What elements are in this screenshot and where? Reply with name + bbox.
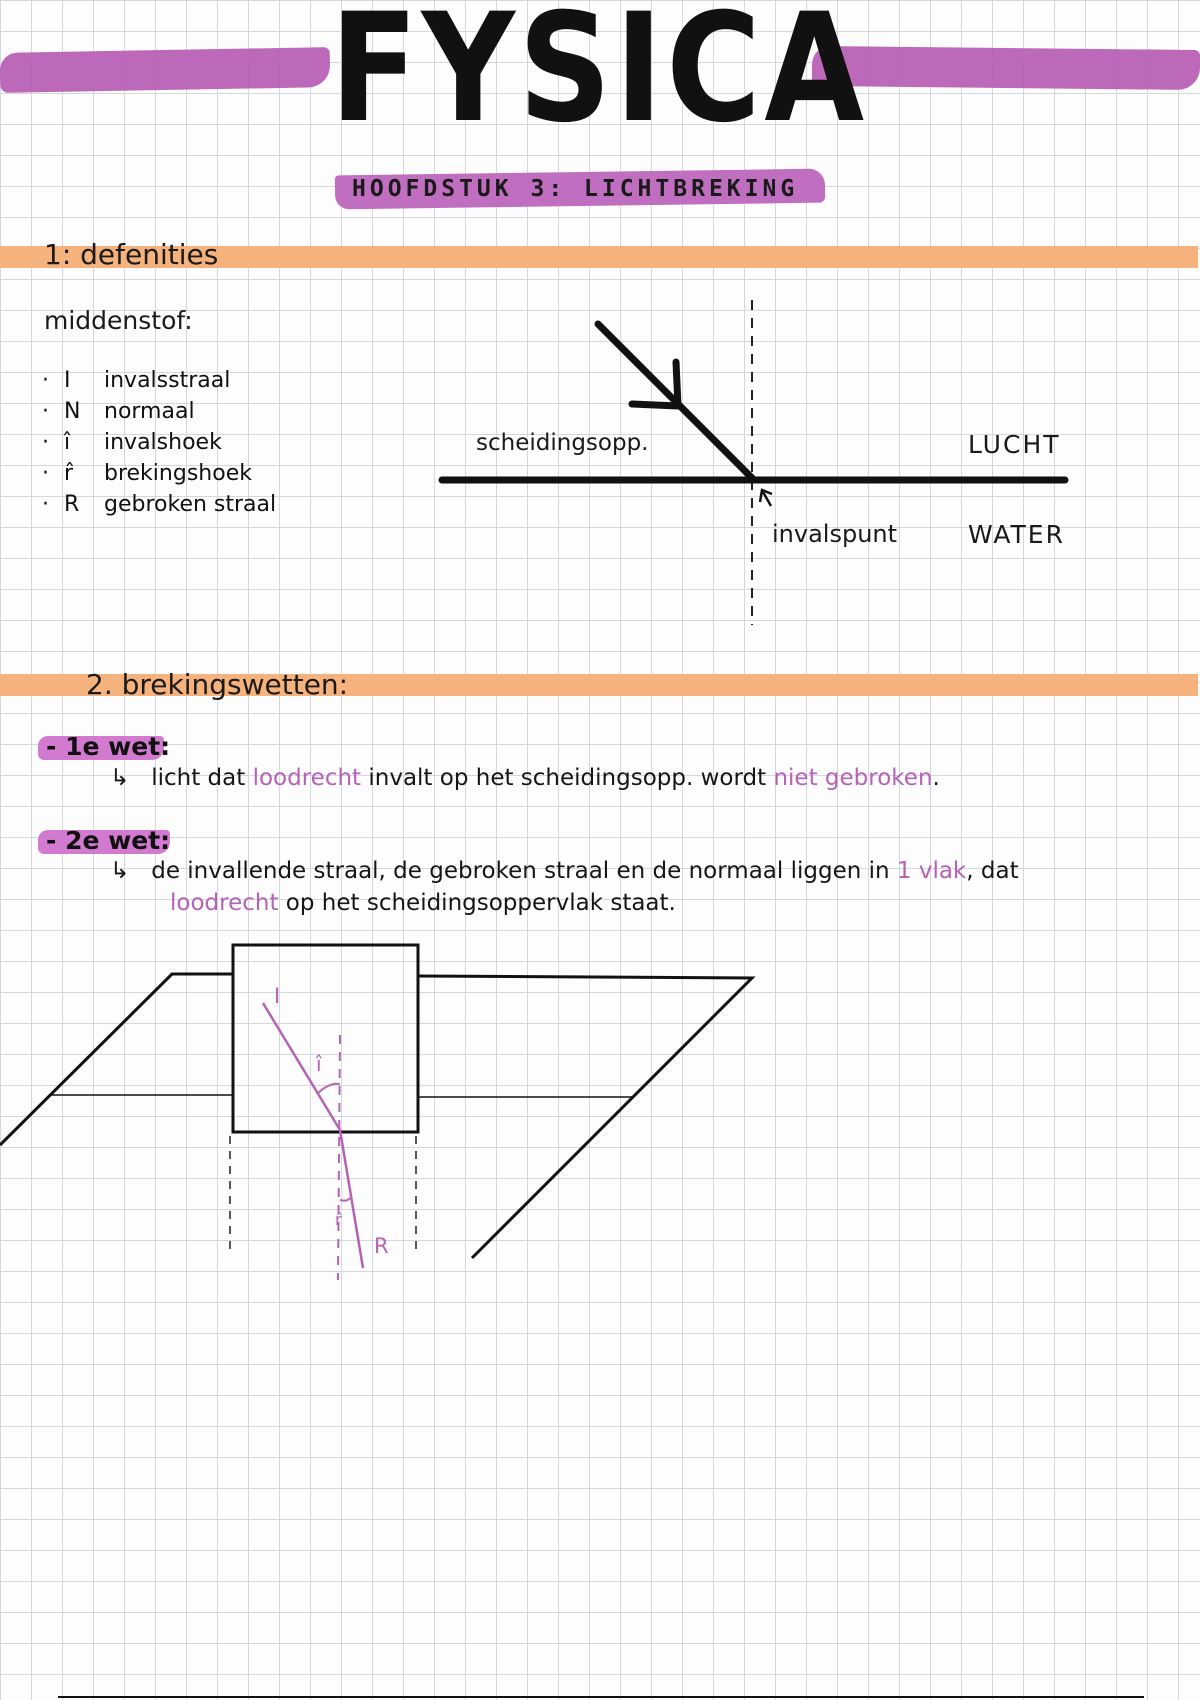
section1-heading: 1: defenities: [44, 238, 219, 271]
ground-plane-left: [0, 974, 232, 1145]
definition-text: normaal: [104, 399, 195, 424]
page-subtitle: HOOFDSTUK 3: LICHTBREKING: [352, 176, 799, 202]
definition-symbol: r̂: [64, 461, 74, 486]
definition-item: · I invalsstraal: [42, 368, 231, 393]
ground-plane-right: [418, 976, 752, 1258]
refraction-angle-label: r̂: [335, 1210, 342, 1229]
refraction-angle-arc: [340, 1198, 350, 1201]
refracted-ray-label: R: [374, 1234, 389, 1258]
section2-heading: 2. brekingswetten:: [86, 668, 349, 701]
definition-text: invalsstraal: [104, 368, 231, 393]
definition-item: · r̂ brekingshoek: [42, 461, 252, 486]
definition-symbol: N: [64, 399, 81, 424]
law2-text-line1: ↳ de invallende straal, de gebroken straal en de normaal liggen in 1 vlak, dat: [110, 858, 1019, 884]
definition-symbol: I: [64, 368, 71, 393]
definition-text: brekingshoek: [104, 461, 252, 486]
invalspunt-label: invalspunt: [772, 520, 898, 548]
definition-text: invalshoek: [104, 430, 222, 455]
arrow-icon: ↳: [110, 858, 130, 884]
definition-item: · î invalshoek: [42, 430, 222, 455]
incident-angle-arc: [318, 1084, 340, 1093]
page-title: FYSICA: [330, 0, 868, 156]
law2-label: - 2e wet:: [46, 826, 171, 855]
term-middenstof: middenstof:: [44, 306, 193, 335]
law1-text: ↳ licht dat loodrecht invalt op het scheidingsopp. wordt niet gebroken.: [110, 765, 940, 791]
law1-label: - 1e wet:: [46, 732, 171, 761]
top-medium-label: LUCHT: [968, 430, 1061, 459]
bottom-medium-label: WATER: [968, 520, 1065, 549]
incident-angle-label: î: [316, 1052, 322, 1076]
bottom-rule: [58, 1696, 1144, 1698]
definition-item: · R gebroken straal: [42, 492, 277, 517]
arrow-icon: ↳: [110, 765, 130, 791]
normal-line-purple: [338, 1035, 340, 1280]
surface-label: scheidingsopp.: [476, 430, 649, 456]
definition-symbol: î: [64, 430, 71, 455]
incident-ray-purple: [263, 1003, 340, 1130]
definition-item: · N normaal: [42, 399, 195, 424]
incident-ray-label: I: [274, 984, 281, 1008]
definition-text: gebroken straal: [104, 492, 277, 517]
refracted-ray-purple: [340, 1130, 363, 1268]
definition-symbol: R: [64, 492, 80, 517]
law2-text-line2: loodrecht op het scheidingsoppervlak staat.: [170, 890, 676, 916]
